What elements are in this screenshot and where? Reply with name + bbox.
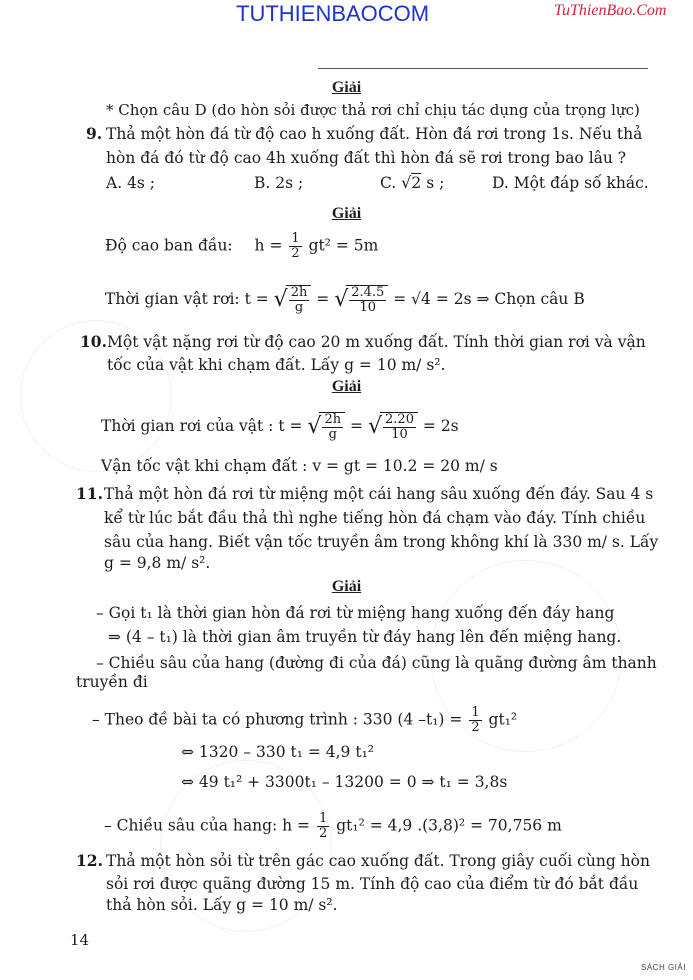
sqrt-icon: √ xyxy=(401,173,412,192)
header-rule xyxy=(318,68,648,69)
site-title[interactable]: TUTHIENBAOCOM xyxy=(236,1,430,26)
publisher-mark: SÁCH GIẢI xyxy=(641,963,686,972)
question-number: 10. xyxy=(80,332,107,351)
fraction xyxy=(289,232,301,261)
solution-heading: Giải xyxy=(331,79,362,96)
question-text: g = 9,8 m/ s². xyxy=(104,554,211,572)
question-number: 12. xyxy=(76,851,103,870)
question-number: 11. xyxy=(76,484,103,503)
option-c-suffix: s ; xyxy=(426,174,445,192)
question-text: Thả một hòn đá rơi từ miệng một cái hang sâu xuống đến đáy. Sau 4 s xyxy=(104,485,654,503)
denominator: 2 xyxy=(291,246,300,261)
solution-line: – Gọi t₁ là thời gian hòn đá rơi từ miệng hang xuống đến đáy hang xyxy=(96,604,615,622)
sqrt-icon: √ xyxy=(367,414,383,439)
solution-line: ⇒ (4 – t₁) là thời gian âm truyền từ đáy hang lên đến miệng hang. xyxy=(108,628,622,646)
answer-line: * Chọn câu D (do hòn sỏi được thả rơi chỉ chịu tác dụng của trọng lực) xyxy=(106,101,640,119)
numerator: 1 xyxy=(471,705,480,720)
denominator: g xyxy=(294,300,304,315)
fraction xyxy=(469,706,481,735)
label: Độ cao ban đầu: xyxy=(105,236,233,255)
option-c-prefix: C. xyxy=(380,174,397,192)
question-text: sỏi rơi được quãng đường 15 m. Tính độ cao của điểm từ đó bắt đầu xyxy=(106,875,639,893)
denominator: 2 xyxy=(318,826,328,841)
question-text: thả hòn sỏi. Lấy g = 10 m/ s². xyxy=(106,896,338,914)
option-c xyxy=(380,173,444,193)
math-line xyxy=(104,812,562,841)
math-equals: = xyxy=(316,290,330,308)
question-text: Thả một hòn sỏi từ trên gác cao xuống đất. Trong giây cuối cùng hòn xyxy=(106,852,650,870)
option-a: A. 4s ; xyxy=(106,174,156,192)
question-text: Một vật nặng rơi từ độ cao 20 m xuống đất. Tính thời gian rơi và vận xyxy=(107,333,646,351)
option-c-radicand: 2 xyxy=(411,174,422,192)
question-text: hòn đá đó từ độ cao 4h xuống đất thì hòn đá sẽ rơi trong bao lâu ? xyxy=(106,149,627,167)
option-d: D. Một đáp số khác. xyxy=(492,174,649,192)
question-number: 9. xyxy=(86,124,103,143)
math-tail: gt₁² = 4,9 .(3,8)² = 70,756 m xyxy=(336,816,562,835)
denominator: 10 xyxy=(359,300,377,315)
denominator: 10 xyxy=(391,427,408,442)
page-number: 14 xyxy=(70,931,90,949)
label: Thời gian rơi của vật : t = xyxy=(101,417,303,435)
numerator: 1 xyxy=(318,811,328,826)
denominator: 2 xyxy=(471,720,480,735)
solution-heading: Giải xyxy=(331,205,362,222)
math-line: ⇔ 49 t₁² + 3300t₁ – 13200 = 0 ⇒ t₁ = 3,8s xyxy=(181,773,508,791)
math-tail: = 2s xyxy=(422,417,459,435)
fraction xyxy=(383,413,416,442)
math-tail: gt² = 5m xyxy=(308,236,379,255)
question-text: tốc của vật khi chạm đất. Lấy g = 10 m/ s². xyxy=(107,356,446,374)
label: – Chiều sâu của hang: h = xyxy=(104,816,311,835)
numerator: 1 xyxy=(291,231,300,246)
sqrt-icon: √ xyxy=(334,287,349,312)
math-line xyxy=(105,232,378,261)
math-tail: = √4 = 2s ⇒ Chọn câu B xyxy=(393,290,585,308)
sqrt-icon: √ xyxy=(273,287,288,312)
fraction xyxy=(317,812,329,841)
numerator: 2h xyxy=(324,412,342,427)
math-line xyxy=(105,285,585,315)
option-b: B. 2s ; xyxy=(254,174,304,192)
question-text: Thả một hòn đá từ độ cao h xuống đất. Hòn đá rơi trong 1s. Nếu thả xyxy=(106,125,643,143)
numerator: 2h xyxy=(290,285,308,300)
numerator: 2.4.5 xyxy=(351,285,385,300)
math-line: ⇔ 1320 – 330 t₁ = 4,9 t₁² xyxy=(181,743,374,761)
brand-logo: TuThienBao.Com xyxy=(554,2,667,19)
denominator: g xyxy=(328,427,337,442)
math-lhs: h = xyxy=(254,236,283,255)
math-tail: gt₁² xyxy=(488,710,518,729)
sqrt-icon: √ xyxy=(307,414,322,439)
fraction xyxy=(349,286,386,315)
solution-line: – Chiều sâu của hang (đường đi của đá) cũng là quãng đường âm thanh xyxy=(96,654,657,672)
fraction xyxy=(289,286,310,315)
math-line xyxy=(101,412,459,442)
math-line: Vận tốc vật khi chạm đất : v = gt = 10.2 = 20 m/ s xyxy=(101,457,498,475)
fraction xyxy=(322,413,343,442)
math-equals: = xyxy=(350,417,364,435)
solution-heading: Giải xyxy=(331,578,362,595)
solution-line: truyền đi xyxy=(76,673,148,691)
question-text: sâu của hang. Biết vận tốc truyền âm trong không khí là 330 m/ s. Lấy xyxy=(104,533,659,551)
solution-heading: Giải xyxy=(331,378,362,395)
math-line xyxy=(92,706,517,735)
question-text: kể từ lúc bắt đầu thả thì nghe tiếng hòn đá chạm vào đáy. Tính chiều xyxy=(104,509,646,527)
label: Thời gian vật rơi: t = xyxy=(105,290,269,308)
label: – Theo đề bài ta có phương trình : 330 (4 –t₁) = xyxy=(92,710,463,729)
numerator: 2.20 xyxy=(385,412,414,427)
